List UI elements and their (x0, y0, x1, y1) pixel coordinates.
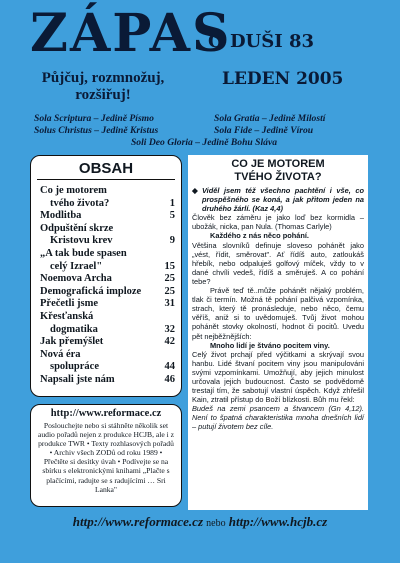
toc-entry[interactable] (40, 286, 175, 299)
issue-label: O DUŠI 83 (208, 31, 314, 52)
toc-entry-title: dogmatika (50, 323, 98, 335)
article-paragraph: Budeš na zemi psancem a štvancem (Gn 4,12). Není to špatná charakteristika mnoha dnešních lidí – putují životem bez cíle. (192, 404, 364, 432)
toc-entry-page: 25 (164, 285, 175, 297)
article-quote (192, 186, 364, 213)
footer-link-hcjb[interactable]: http://www.hcjb.cz (228, 514, 328, 529)
article-subhead: Mnoho lidí je štváno pocitem viny. (210, 340, 330, 350)
motto-soli-deo-gloria: Soli Deo Gloria – Jedině Bohu Sláva (130, 137, 278, 148)
toc-list (40, 185, 175, 387)
toc-entry-title: „A tak bude spasen (40, 247, 127, 259)
toc-entry[interactable] (40, 273, 175, 286)
toc-entry-title: Křesťanská (40, 310, 94, 322)
toc-divider (37, 179, 175, 180)
toc-entry[interactable] (40, 349, 175, 374)
toc-entry-title: Napsali jste nám (40, 373, 115, 385)
mottos-block (34, 113, 374, 149)
toc-entry-title: Odpuštění skrze (40, 222, 114, 234)
info-url-link[interactable]: http://www.reformace.cz (50, 408, 162, 419)
toc-entry-title: Modlitba (40, 210, 82, 222)
toc-entry-title: Demografická imploze (40, 285, 142, 297)
motto-sola-fide: Sola Fide – Jedině Vírou (214, 125, 314, 136)
article-title (188, 158, 368, 184)
toc-entry[interactable] (40, 185, 175, 210)
tagline-line-1: Půjčuj, rozmnožuj, (41, 70, 165, 86)
article-paragraph: Člověk bez záměru je jako loď bez kormidla – ubožák, nicka, pan Nula. (Thomas Carlyle) (192, 213, 364, 232)
toc-entry-page: 31 (164, 298, 175, 310)
toc-entry-page: 9 (169, 235, 175, 247)
toc-entry-page: 15 (164, 260, 175, 272)
toc-entry[interactable] (40, 298, 175, 311)
motto-solus-christus: Solus Christus – Jedině Kristus (34, 125, 159, 136)
toc-entry-page: 1 (169, 197, 175, 209)
toc-entry[interactable] (40, 374, 175, 387)
toc-entry-title: Jak přemýšlet (40, 336, 104, 348)
toc-entry-title: Přečetli jsme (40, 298, 99, 310)
lead-article (188, 155, 368, 510)
magazine-title: ZÁPAS (30, 3, 232, 64)
website-info-box (30, 404, 182, 507)
toc-entry-page: 44 (164, 361, 175, 373)
toc-entry[interactable] (40, 223, 175, 248)
info-description: Poslouchejte nebo si stáhněte několik set audio pořadů nejen z produkce HCJB, ale i z produkce TWR • Texty rozhlasových pořadů • Archiv všech ZODů od roku 1989 • Přečtěte si desítky úvah • Podívejte se na sbírku s elektronickými knihami „Plačte s plačícími, radujte se s radujícími … Sri Lanka" (37, 421, 174, 494)
table-of-contents (30, 155, 182, 397)
footer-link-reformace[interactable]: http://www.reformace.cz (72, 514, 204, 529)
article-quote-text: Viděl jsem též všechno pachtění i vše, co prospěšného se koná, a jak přitom jeden na druhého žárlí. (Kaz 4,4) (202, 186, 364, 214)
tagline (28, 70, 178, 104)
toc-entry-title: celý Izrael" (50, 260, 103, 272)
toc-entry-title: Nová éra (40, 348, 81, 360)
toc-entry-page: 25 (164, 273, 175, 285)
article-paragraph: Celý život prchají před výčitkami a skrývají svou hanbu. Lidé štvaní pocitem viny jsou manipulováni svými vzpomínkami. Umožňují, aby jejich minulost určovala jejich budoucnost. Často se podvědomě trestají tím, že sabotují vlastní úspěch. Když zhřešil Kain, ztratil přístup do Boží blízkosti. Bůh mu řekl: (192, 349, 364, 405)
article-body (192, 186, 364, 432)
toc-entry[interactable] (40, 336, 175, 349)
toc-entry-title: Kristovu krev (50, 235, 113, 247)
toc-entry-page: 5 (169, 210, 175, 222)
toc-entry[interactable] (40, 311, 175, 336)
toc-entry[interactable] (40, 248, 175, 273)
toc-entry-page: 42 (164, 336, 175, 348)
toc-entry-title: Co je motorem (40, 185, 107, 196)
toc-entry-title: tvého života? (50, 197, 110, 209)
toc-entry-title: spolupráce (50, 361, 100, 373)
motto-sola-scriptura: Sola Scriptura – Jedině Písmo (34, 113, 154, 124)
article-title-line-2: TVÉHO ŽIVOTA? (234, 171, 322, 183)
diamond-bullet-icon: ◆ (192, 186, 198, 195)
footer-links (0, 514, 400, 530)
article-paragraph: Právě teď tě..může pohánět nějaký problém, tlak či termín. Možná tě pohání palčivá vzpomínka, strach, který tě pronásleduje, nebo něco, čemu věříš, aniž si to uvědomuješ. Tvůj život mohou pohánět stovky okolností, hodnot či pocitů. Uvedu pět nejběžnějších: (192, 286, 364, 341)
issue-date: LEDEN 2005 (222, 69, 344, 89)
tagline-line-2: rozšiřuj! (75, 87, 131, 103)
article-title-line-1: CO JE MOTOREM (231, 158, 325, 170)
toc-title: OBSAH (78, 160, 134, 177)
motto-sola-gratia: Sola Gratia – Jedině Milostí (214, 113, 326, 124)
footer-separator: nebo (206, 518, 226, 529)
article-paragraph: Většina slovníků definuje sloveso pohánět jako „vést, řídit, směrovat". Ať řídíš auto, zatloukáš hřebík, nebo odpaluješ golfový míček, vždy to v dané chvíli vedeš, řídíš a směruješ. A co pohání tebe? (192, 240, 364, 286)
toc-entry-page: 32 (164, 323, 175, 335)
toc-entry-title: Noemova Archa (40, 273, 112, 285)
article-subhead: Každého z nás něco pohání. (210, 231, 309, 241)
toc-entry-page: 46 (164, 373, 175, 385)
toc-entry[interactable] (40, 210, 175, 223)
